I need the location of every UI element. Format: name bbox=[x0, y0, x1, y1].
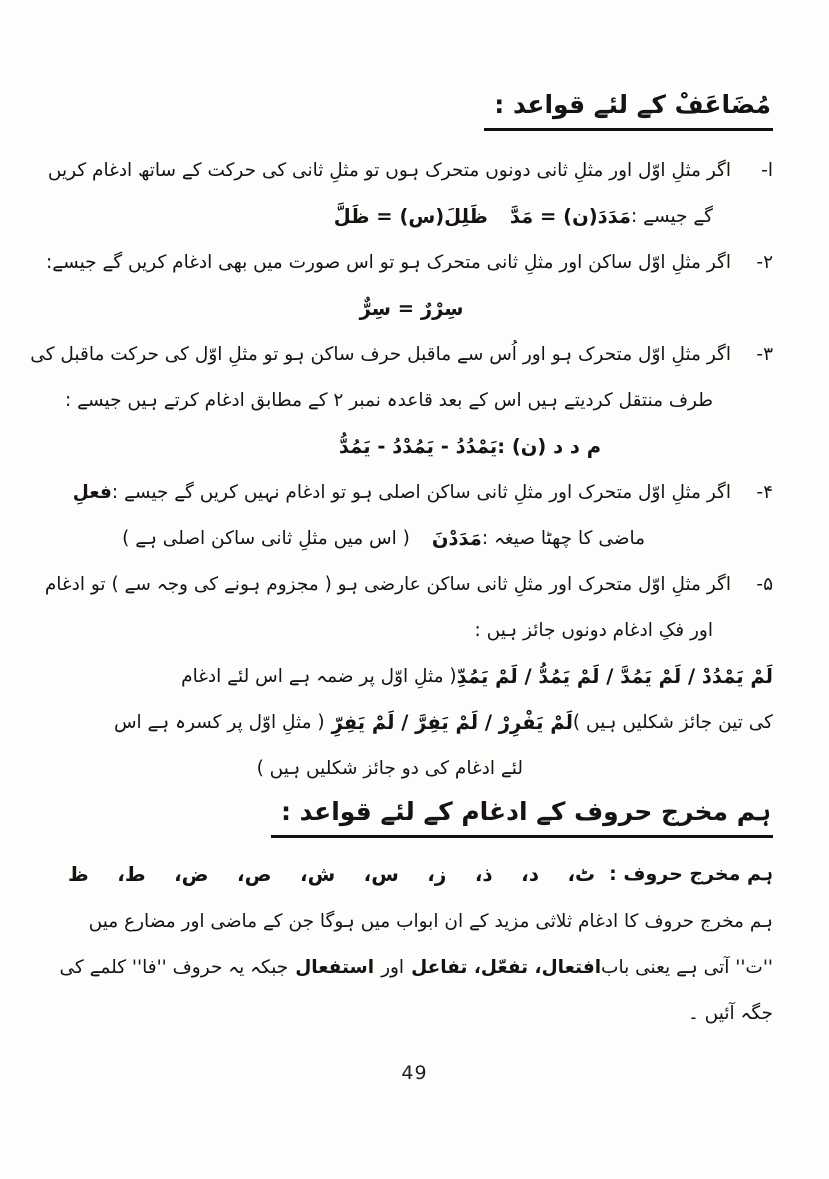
section2-heading-row bbox=[50, 797, 773, 838]
rule2-example: سِرْرٌ = سِرٌّ bbox=[359, 296, 464, 320]
rule2-text: اگر مثلِ اوّل ساکن اور مثلِ ثانی متحرک ہو تو اس صورت میں بھی ادغام کریں گے جیسے: bbox=[46, 251, 731, 273]
rule5-line3 bbox=[50, 653, 773, 699]
rule5-line1 bbox=[44, 561, 773, 607]
page-number: 49 bbox=[401, 1062, 428, 1084]
letter-sin: س، bbox=[363, 862, 399, 886]
letter-suad: ص، bbox=[237, 862, 272, 886]
rule5-formulas-damma: لَمْ يَمْدُدْ / لَمْ يَمُدَّ / لَمْ يَمُدُّ / لَمْ يَمُدِّ bbox=[456, 664, 773, 688]
rule5-note-kasra-end: لئے ادغام کی دو جائز شکلیں ہیں ) bbox=[256, 757, 523, 779]
rule5-text-line1: اگر مثلِ اوّل متحرک اور مثلِ ثانی ساکن عارضی ہو ( مجزوم ہونے کی وجہ سے ) تو ادغام bbox=[44, 573, 731, 595]
closing-text-line1: ہم مخرج حروف کا ادغام ثلاثی مزید کے ان ابواب میں ہوگا جن کے ماضی اور مضارع میں bbox=[88, 910, 773, 932]
rule1-text: اگر مثلِ اوّل اور مثلِ ثانی دونوں متحرک ہوں تو مثلِ ثانی کی حرکت کے ساتھ ادغام کریں bbox=[47, 159, 731, 181]
closing-para-line3 bbox=[50, 990, 773, 1036]
rule3-text-line2: طرف منتقل کردیتے ہیں اس کے بعد قاعدہ نمبر ۲ کے مطابق ادغام کرتے ہیں جیسے : bbox=[65, 389, 713, 411]
rule5-line2 bbox=[50, 607, 773, 653]
letter-dal: د، bbox=[521, 862, 540, 886]
rule3-example: يَمْدُدُ - يَمُدْدُ - يَمُدُّ bbox=[338, 434, 498, 458]
rule5-text-line2: اور فکِ ادغام دونوں جائز ہیں : bbox=[474, 619, 713, 641]
letter-zal: ذ، bbox=[474, 862, 493, 886]
rule4-text-line1: اگر مثلِ اوّل متحرک اور مثلِ ثانی ساکن اصلی ہو تو ادغام نہیں کریں گے جیسے : bbox=[111, 481, 731, 503]
rule4-line2 bbox=[50, 515, 773, 561]
rule4-bold-word: فعلِ bbox=[72, 481, 112, 503]
rule4-example-note: ( اس میں مثلِ ثانی ساکن اصلی ہے ) bbox=[122, 527, 410, 549]
rule2-marker: ۲- bbox=[756, 251, 773, 273]
letter-zuad: ض، bbox=[174, 862, 209, 886]
closing-para-line1 bbox=[50, 898, 773, 944]
section1-heading: مُضَاعَفْ کے لئے قواعد : bbox=[484, 90, 773, 131]
rule1-line2 bbox=[50, 193, 773, 239]
letter-ze: ز، bbox=[427, 862, 447, 886]
closing-text-line2-end: جبکہ یہ حروف ''فا'' کلمے کی bbox=[59, 956, 289, 978]
section1-heading-row bbox=[50, 90, 773, 131]
rule5-note-damma-end: کی تین جائز شکلیں ہیں ) bbox=[572, 711, 773, 733]
letter-tte: ٹ، bbox=[567, 862, 596, 886]
rule1-example2: ظَلِلَ(س) = ظَلَّ bbox=[333, 204, 488, 228]
closing-bab-names: افتعال، تفعّل، تفاعل bbox=[411, 956, 602, 978]
closing-text-line2-start: ''ت'' آتی ہے یعنی باب bbox=[601, 956, 773, 978]
rule5-line5 bbox=[50, 745, 773, 791]
letters-label: ہم مخرج حروف : bbox=[609, 863, 773, 885]
rule1-marker: ا- bbox=[761, 159, 773, 181]
letters-line bbox=[50, 850, 773, 898]
rule5-line4 bbox=[50, 699, 773, 745]
letters-list bbox=[50, 862, 609, 886]
rule3-marker: ۳- bbox=[756, 343, 773, 365]
rule3-line1 bbox=[30, 331, 773, 377]
rule1-example1: مَدَدَ(ن) = مَدَّ bbox=[509, 204, 631, 228]
rule3-example-line bbox=[50, 423, 773, 469]
rule5-marker: ۵- bbox=[756, 573, 773, 595]
letter-shin: ش، bbox=[299, 862, 336, 886]
rule3-text-line1: اگر مثلِ اوّل متحرک ہو اور اُس سے ماقبل حرف ساکن ہو تو مثلِ اوّل کی حرکت ماقبل کی bbox=[30, 343, 731, 365]
rule4-example-label: ماضی کا چھٹا صیغہ : bbox=[481, 527, 645, 549]
rule4-marker: ۴- bbox=[756, 481, 773, 503]
closing-text-line3: جگہ آئیں ۔ bbox=[687, 1002, 773, 1024]
rule1-line1 bbox=[47, 147, 773, 193]
rule2-example-line bbox=[50, 285, 773, 331]
rule4-example: مَدَدْنَ bbox=[431, 526, 482, 550]
letter-toe: ط، bbox=[117, 862, 146, 886]
rule2-line1 bbox=[46, 239, 773, 285]
rule5-formulas-kasra: لَمْ يَفْرِرْ / لَمْ يَفِرَّ / لَمْ يَفِرِّ bbox=[331, 710, 573, 734]
closing-conjunction: اور bbox=[381, 956, 405, 978]
rule5-note-kasra-start: ( مثلِ اوّل پر کسرہ ہے اس bbox=[113, 711, 325, 733]
closing-bab-name-istifal: استفعال bbox=[295, 956, 375, 978]
section2-heading: ہم مخرج حروف کے ادغام کے لئے قواعد : bbox=[271, 797, 773, 838]
rule3-line2 bbox=[50, 377, 773, 423]
page-content bbox=[30, 90, 773, 1036]
rule5-note-damma-start: ( مثلِ اوّل پر ضمہ ہے اس لئے ادغام bbox=[181, 665, 457, 687]
letter-zoe: ظ bbox=[68, 862, 89, 886]
rule4-line1 bbox=[50, 469, 773, 515]
rule3-example-label: م د د (ن) : bbox=[497, 434, 601, 458]
rule1-example-prefix: گے جیسے : bbox=[630, 205, 713, 227]
closing-para-line2 bbox=[50, 944, 773, 990]
